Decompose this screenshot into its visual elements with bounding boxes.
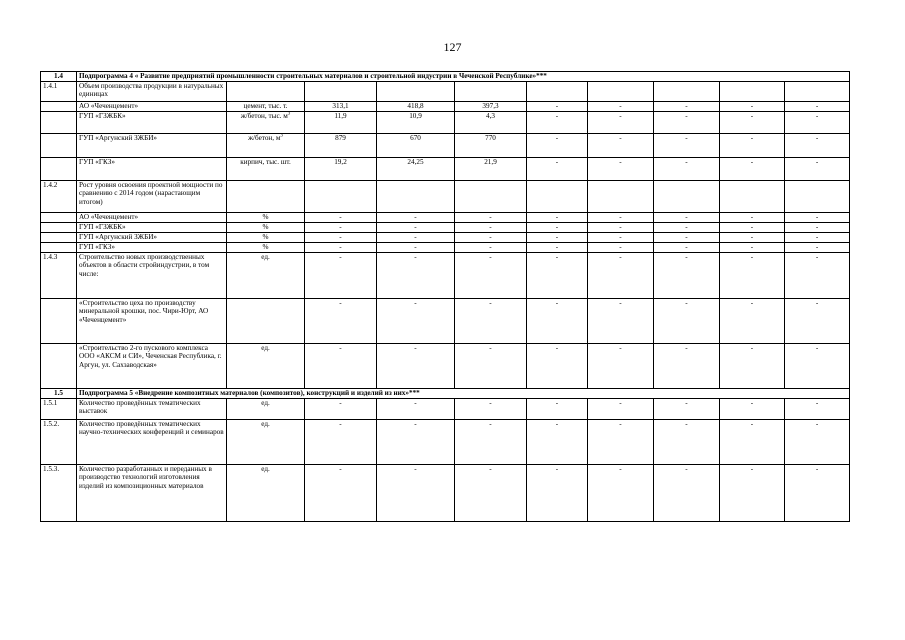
value-cell: - bbox=[588, 102, 654, 112]
row-number bbox=[41, 134, 77, 158]
table-row bbox=[41, 102, 850, 112]
value-cell: - bbox=[527, 134, 588, 158]
value-cell: - bbox=[785, 233, 850, 243]
indicator-name: ГУП «ГКЗ» bbox=[77, 158, 227, 181]
value-cell: - bbox=[785, 253, 850, 299]
value-cell: - bbox=[455, 233, 527, 243]
value-cell: - bbox=[720, 112, 785, 134]
value-cell: - bbox=[654, 253, 720, 299]
table-row bbox=[41, 243, 850, 253]
value-cell: - bbox=[654, 223, 720, 233]
value-cell: - bbox=[785, 420, 850, 465]
value-cell: - bbox=[654, 420, 720, 465]
table-row bbox=[41, 181, 850, 213]
row-number: 1.5.3. bbox=[41, 465, 77, 522]
value-cell bbox=[527, 181, 588, 213]
value-cell: - bbox=[377, 420, 455, 465]
section-row bbox=[41, 72, 850, 82]
value-cell: - bbox=[455, 344, 527, 389]
value-cell: - bbox=[305, 233, 377, 243]
value-cell bbox=[455, 181, 527, 213]
value-cell: - bbox=[654, 112, 720, 134]
value-cell: - bbox=[720, 299, 785, 344]
value-cell: - bbox=[588, 112, 654, 134]
table-row bbox=[41, 344, 850, 389]
unit-cell: ж/бетон, $м^3$ bbox=[227, 134, 305, 158]
section-title: Подпрограмма 4 « Развитие предприятий промышленности строительных материалов и строительной индустрии в Чеченской Республике»*** bbox=[77, 72, 850, 82]
value-cell: 670 bbox=[377, 134, 455, 158]
value-cell: - bbox=[720, 243, 785, 253]
value-cell: - bbox=[785, 344, 850, 389]
value-cell: - bbox=[527, 112, 588, 134]
value-cell: - bbox=[377, 344, 455, 389]
value-cell: - bbox=[527, 213, 588, 223]
value-cell: - bbox=[527, 233, 588, 243]
value-cell: - bbox=[305, 420, 377, 465]
value-cell: - bbox=[377, 299, 455, 344]
value-cell: - bbox=[588, 158, 654, 181]
value-cell: - bbox=[720, 134, 785, 158]
row-number bbox=[41, 158, 77, 181]
indicator-name: Объем производства продукции в натуральных единицах bbox=[77, 82, 227, 102]
indicator-name: ГУП «ГКЗ» bbox=[77, 243, 227, 253]
value-cell: - bbox=[377, 243, 455, 253]
value-cell bbox=[455, 82, 527, 102]
value-cell: - bbox=[654, 102, 720, 112]
row-number: 1.4 bbox=[41, 72, 77, 82]
value-cell: - bbox=[720, 233, 785, 243]
value-cell: 10,9 bbox=[377, 112, 455, 134]
value-cell: 19,2 bbox=[305, 158, 377, 181]
unit-cell: ед. bbox=[227, 253, 305, 299]
unit-cell: % bbox=[227, 233, 305, 243]
value-cell: - bbox=[654, 299, 720, 344]
value-cell: - bbox=[305, 399, 377, 420]
value-cell: - bbox=[785, 223, 850, 233]
value-cell bbox=[720, 82, 785, 102]
value-cell: - bbox=[527, 465, 588, 522]
value-cell: - bbox=[785, 399, 850, 420]
table-row bbox=[41, 213, 850, 223]
value-cell: - bbox=[588, 253, 654, 299]
unit-cell: % bbox=[227, 213, 305, 223]
value-cell bbox=[527, 82, 588, 102]
row-number bbox=[41, 213, 77, 223]
row-number: 1.5 bbox=[41, 389, 77, 399]
value-cell: - bbox=[720, 465, 785, 522]
value-cell: - bbox=[527, 344, 588, 389]
value-cell bbox=[588, 181, 654, 213]
unit-cell: кирпич, тыс. шт. bbox=[227, 158, 305, 181]
value-cell: - bbox=[588, 299, 654, 344]
value-cell bbox=[377, 82, 455, 102]
table-row bbox=[41, 112, 850, 134]
value-cell: - bbox=[527, 420, 588, 465]
value-cell: - bbox=[588, 420, 654, 465]
row-number bbox=[41, 223, 77, 233]
unit-cell bbox=[227, 299, 305, 344]
value-cell: - bbox=[377, 233, 455, 243]
unit-cell: ед. bbox=[227, 344, 305, 389]
table-row bbox=[41, 134, 850, 158]
value-cell: - bbox=[654, 465, 720, 522]
row-number bbox=[41, 344, 77, 389]
value-cell: - bbox=[377, 399, 455, 420]
indicator-name: АО «Чеченцемент» bbox=[77, 213, 227, 223]
value-cell: - bbox=[377, 223, 455, 233]
value-cell: - bbox=[455, 399, 527, 420]
value-cell bbox=[305, 181, 377, 213]
value-cell: - bbox=[527, 158, 588, 181]
value-cell: - bbox=[785, 299, 850, 344]
unit-cell: % bbox=[227, 223, 305, 233]
value-cell: 24,25 bbox=[377, 158, 455, 181]
value-cell: - bbox=[588, 223, 654, 233]
row-number: 1.4.3 bbox=[41, 253, 77, 299]
value-cell bbox=[785, 82, 850, 102]
unit-cell: ед. bbox=[227, 465, 305, 522]
indicator-name: Рост уровня освоения проектной мощности по сравнению с 2014 годом (нарастающим итогом) bbox=[77, 181, 227, 213]
indicator-name: АО «Чеченцемент» bbox=[77, 102, 227, 112]
unit-cell: ед. bbox=[227, 399, 305, 420]
table-row bbox=[41, 233, 850, 243]
value-cell: 313,1 bbox=[305, 102, 377, 112]
value-cell: - bbox=[785, 465, 850, 522]
value-cell: - bbox=[785, 102, 850, 112]
row-number bbox=[41, 243, 77, 253]
value-cell: - bbox=[785, 243, 850, 253]
value-cell: - bbox=[588, 134, 654, 158]
row-number bbox=[41, 102, 77, 112]
value-cell: - bbox=[720, 102, 785, 112]
value-cell: - bbox=[720, 344, 785, 389]
value-cell bbox=[654, 181, 720, 213]
value-cell: - bbox=[588, 213, 654, 223]
unit-cell bbox=[227, 181, 305, 213]
value-cell: 770 bbox=[455, 134, 527, 158]
value-cell: 879 bbox=[305, 134, 377, 158]
value-cell: - bbox=[305, 213, 377, 223]
indicator-name: Количество проведённых тематических научно-технических конференций и семинаров bbox=[77, 420, 227, 465]
value-cell: - bbox=[305, 223, 377, 233]
unit-superscript: 3 bbox=[280, 133, 283, 139]
row-number: 1.4.2 bbox=[41, 181, 77, 213]
value-cell: 397,3 bbox=[455, 102, 527, 112]
unit-cell: цемент, тыс. т. bbox=[227, 102, 305, 112]
value-cell: - bbox=[720, 213, 785, 223]
value-cell: - bbox=[720, 158, 785, 181]
table-row bbox=[41, 158, 850, 181]
value-cell: - bbox=[654, 213, 720, 223]
value-cell: - bbox=[527, 253, 588, 299]
unit-superscript: 3 bbox=[287, 111, 291, 117]
value-cell: - bbox=[455, 213, 527, 223]
row-number bbox=[41, 112, 77, 134]
indicator-name: Количество разработанных и переданных в производство технологий изготовления изделий из композиционных материалов bbox=[77, 465, 227, 522]
value-cell bbox=[305, 82, 377, 102]
value-cell: - bbox=[588, 344, 654, 389]
row-number: 1.5.1 bbox=[41, 399, 77, 420]
indicator-name: «Строительство цеха по производству минеральной крошки, пос. Чири-Юрт, АО «Чеченцемент» bbox=[77, 299, 227, 344]
value-cell: - bbox=[785, 158, 850, 181]
table-row bbox=[41, 223, 850, 233]
value-cell: - bbox=[654, 158, 720, 181]
value-cell: 21,9 bbox=[455, 158, 527, 181]
table-row bbox=[41, 299, 850, 344]
value-cell: 4,3 bbox=[455, 112, 527, 134]
indicators-table bbox=[40, 71, 850, 522]
indicator-name: Строительство новых производственных объектов в области стройиндустрии, в том числе: bbox=[77, 253, 227, 299]
table-row bbox=[41, 82, 850, 102]
value-cell bbox=[720, 181, 785, 213]
value-cell: - bbox=[455, 223, 527, 233]
value-cell: - bbox=[720, 420, 785, 465]
value-cell: - bbox=[720, 399, 785, 420]
value-cell: - bbox=[455, 299, 527, 344]
table-row bbox=[41, 465, 850, 522]
value-cell: - bbox=[527, 223, 588, 233]
value-cell: - bbox=[305, 344, 377, 389]
indicator-name: ГУП «Аргунский ЗЖБИ» bbox=[77, 134, 227, 158]
value-cell: - bbox=[588, 233, 654, 243]
indicator-name: ГУП «ГЗЖБК» bbox=[77, 112, 227, 134]
value-cell bbox=[785, 181, 850, 213]
indicator-name: ГУП «Аргунский ЗЖБИ» bbox=[77, 233, 227, 243]
value-cell: - bbox=[654, 233, 720, 243]
value-cell: - bbox=[720, 223, 785, 233]
table-row bbox=[41, 420, 850, 465]
value-cell: - bbox=[654, 134, 720, 158]
value-cell: - bbox=[455, 253, 527, 299]
value-cell: - bbox=[455, 243, 527, 253]
value-cell: - bbox=[377, 213, 455, 223]
value-cell: - bbox=[455, 465, 527, 522]
row-number: 1.5.2. bbox=[41, 420, 77, 465]
section-title: Подпрограмма 5 «Внедрение композитных материалов (композитов), конструкций и изделий из них»*** bbox=[77, 389, 850, 399]
unit-cell bbox=[227, 82, 305, 102]
value-cell: - bbox=[654, 399, 720, 420]
value-cell bbox=[588, 82, 654, 102]
value-cell: - bbox=[527, 299, 588, 344]
page-number: 127 bbox=[443, 40, 462, 54]
indicator-name: «Строительство 2-го пускового комплекса ООО «АКСМ и СИ», Чеченская Республика, г. Аргун, ул. Сахзаводская» bbox=[77, 344, 227, 389]
unit-cell: ед. bbox=[227, 420, 305, 465]
unit-cell: % bbox=[227, 243, 305, 253]
value-cell: - bbox=[720, 253, 785, 299]
value-cell: - bbox=[588, 465, 654, 522]
value-cell: - bbox=[305, 243, 377, 253]
value-cell bbox=[377, 181, 455, 213]
value-cell: - bbox=[588, 399, 654, 420]
value-cell: 11,9 bbox=[305, 112, 377, 134]
unit-cell: ж/бетон, тыс. $м^3$ bbox=[227, 112, 305, 134]
value-cell: - bbox=[785, 213, 850, 223]
indicator-name: ГУП «ГЗЖБК» bbox=[77, 223, 227, 233]
value-cell: - bbox=[305, 299, 377, 344]
section-row bbox=[41, 389, 850, 399]
row-number bbox=[41, 233, 77, 243]
value-cell: - bbox=[305, 465, 377, 522]
value-cell: - bbox=[305, 253, 377, 299]
row-number: 1.4.1 bbox=[41, 82, 77, 102]
value-cell: 418,8 bbox=[377, 102, 455, 112]
value-cell: - bbox=[527, 243, 588, 253]
table-row bbox=[41, 253, 850, 299]
value-cell: - bbox=[527, 102, 588, 112]
value-cell: - bbox=[654, 344, 720, 389]
value-cell: - bbox=[785, 134, 850, 158]
row-number bbox=[41, 299, 77, 344]
value-cell: - bbox=[527, 399, 588, 420]
value-cell: - bbox=[455, 420, 527, 465]
table-row bbox=[41, 399, 850, 420]
value-cell: - bbox=[377, 465, 455, 522]
value-cell: - bbox=[654, 243, 720, 253]
value-cell bbox=[654, 82, 720, 102]
indicator-name: Количество проведённых тематических выставок bbox=[77, 399, 227, 420]
value-cell: - bbox=[377, 253, 455, 299]
value-cell: - bbox=[588, 243, 654, 253]
value-cell: - bbox=[785, 112, 850, 134]
